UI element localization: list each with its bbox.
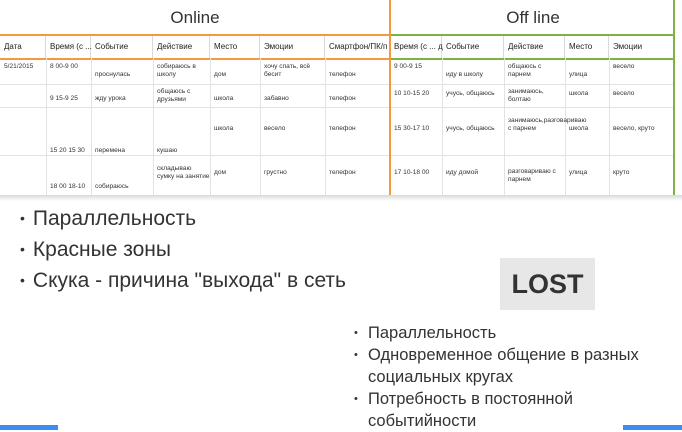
column-header: Место (210, 36, 260, 58)
table-cell: 5/21/2015 (4, 63, 34, 70)
corner-bar-left (0, 425, 58, 430)
column-header: Эмоции (260, 36, 325, 58)
main-bullet-list (20, 204, 346, 297)
table-cell: кушаю (157, 147, 178, 154)
column-header: Действие (153, 36, 210, 58)
table-cell: учусь, общаюсь (446, 90, 495, 97)
table-cell: занимаюсь, болтаю (508, 88, 544, 103)
column-header: Время (с ... (46, 36, 91, 58)
online-header: Online (170, 7, 220, 27)
online-header-border (0, 58, 390, 60)
table-cell: учусь, общаюсь (446, 125, 495, 132)
table-cell: разговариваю с парнем (508, 168, 556, 183)
lost-bullet-item: • Параллельность (354, 322, 680, 344)
table-cell: хочу спать, всё бесит (264, 63, 311, 78)
table-cell: занимаюсь,разговариваю с парнем (508, 117, 587, 132)
online-divider (389, 0, 391, 197)
spreadsheet-screenshot (0, 0, 682, 197)
main-bullet-item: • Красные зоны (20, 235, 346, 266)
table-cell: школа (569, 90, 589, 97)
table-cell: дом (214, 71, 227, 78)
table-cell: телефон (329, 125, 356, 132)
table-cell: собираюсь в школу (157, 63, 196, 78)
table-cell: 9 15-9 25 (50, 95, 78, 102)
table-cell: весело, круто (613, 125, 655, 132)
lost-bullet-item: • Потребность в постоянной событийности (354, 388, 680, 432)
main-bullet-item: • Параллельность (20, 204, 346, 235)
grid-row-line (0, 84, 674, 85)
column-header: Место (565, 36, 609, 58)
table-cell: весело (264, 125, 286, 132)
table-cell: общаюсь с друзьями (157, 88, 191, 103)
table-cell: жду урока (95, 95, 126, 102)
lost-bullet-item: • Одновременное общение в разных социальных кругах (354, 344, 680, 388)
table-cell: иду в школу (446, 71, 483, 78)
table-cell: проснулась (95, 71, 131, 78)
table-cell: 15 30-17 10 (394, 125, 430, 132)
table-cell: иду домой (446, 169, 479, 176)
grid-column-line (46, 58, 47, 197)
table-cell: общаюсь с парнем (508, 63, 542, 78)
column-header: Эмоции (609, 36, 674, 58)
lost-label: LOST (500, 258, 595, 310)
table-cell: 10 10-15 20 (394, 90, 430, 97)
table-cell: телефон (329, 95, 356, 102)
lost-bullet-list (354, 322, 680, 432)
table-cell: улица (569, 71, 588, 78)
table-cell: весело (613, 63, 635, 70)
table-cell: складываю сумку на занятие (157, 165, 210, 180)
column-header: Событие (91, 36, 153, 58)
column-header: Действие (504, 36, 565, 58)
sheet-shadow (0, 195, 682, 201)
table-cell: телефон (329, 71, 356, 78)
offline-header-border (391, 58, 675, 60)
table-cell: 18 00 18-10 (50, 183, 86, 190)
table-cell: 9 00-9 15 (394, 63, 422, 70)
table-cell: собираюсь (95, 183, 129, 190)
table-cell: забавно (264, 95, 289, 102)
column-header: Смартфон/ПК/п (325, 36, 390, 58)
table-cell: круто (613, 169, 630, 176)
table-cell: перемена (95, 147, 126, 154)
table-cell: 8 00-9 00 (50, 63, 78, 70)
grid-row-line (0, 107, 674, 108)
corner-bar-right (623, 425, 682, 430)
table-cell: весело (613, 90, 635, 97)
offline-header: Off line (506, 7, 560, 27)
table-cell: дом (214, 169, 227, 176)
table-cell: 15 20 15 30 (50, 147, 85, 154)
grid-row-line (0, 155, 674, 156)
table-cell: грустно (264, 169, 287, 176)
offline-right-border (673, 0, 675, 197)
table-cell: школа (569, 125, 589, 132)
table-cell: 17 10-18 00 (394, 169, 430, 176)
main-bullet-item: • Скука - причина "выхода" в сеть (20, 266, 346, 297)
table-cell: школа (214, 95, 234, 102)
table-cell: улица (569, 169, 588, 176)
table-cell: телефон (329, 169, 356, 176)
column-header: Событие (442, 36, 504, 58)
column-header: Время (с ... д (390, 36, 442, 58)
table-cell: школа (214, 125, 234, 132)
column-header: Дата (0, 36, 46, 58)
